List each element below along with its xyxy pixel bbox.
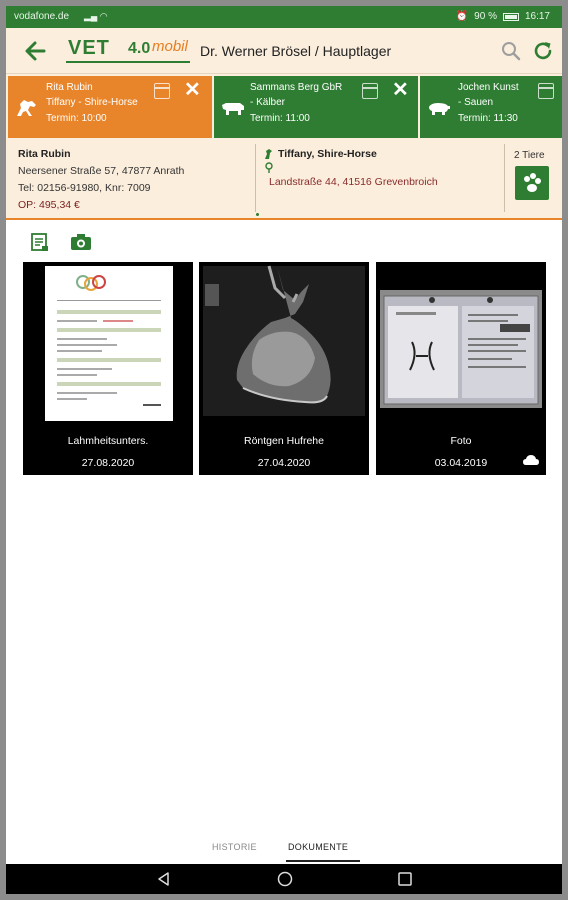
patient-info-panel xyxy=(6,138,562,220)
document-title: Lahmheitsunters. xyxy=(67,435,149,447)
logo-vet-text: VET xyxy=(68,37,110,59)
appointment-owner: Jochen Kunst xyxy=(458,82,519,93)
animal-location[interactable]: Landstraße 44, 41516 Grevenbroich xyxy=(269,176,438,188)
search-icon[interactable] xyxy=(501,41,521,61)
paw-icon xyxy=(515,166,549,200)
documents-toolbar xyxy=(6,228,562,258)
appointment-tabs xyxy=(6,74,562,138)
document-card[interactable] xyxy=(376,262,546,475)
navigation-bar xyxy=(6,864,562,894)
document-thumbnail xyxy=(23,262,193,425)
nav-home-icon[interactable] xyxy=(277,871,293,887)
refresh-icon[interactable] xyxy=(532,40,554,62)
appointment-time: Termin: 11:00 xyxy=(250,113,310,124)
owner-open-balance: OP: 495,34 € xyxy=(18,199,80,211)
page-title: Dr. Werner Brösel / Hauptlager xyxy=(200,43,392,59)
owner-address: Neersener Straße 57, 47877 Anrath xyxy=(18,165,185,177)
appointment-tab-sammans-berg[interactable] xyxy=(214,76,418,138)
vet-logo xyxy=(66,36,192,66)
appointment-tab-rita-rubin[interactable] xyxy=(8,76,212,138)
horse-small-icon xyxy=(264,148,274,160)
tab-historie[interactable]: HISTORIE xyxy=(212,842,257,852)
owner-name: Rita Rubin xyxy=(18,148,71,160)
appointment-animal: - Sauen xyxy=(458,97,494,108)
animal-name[interactable]: Tiffany, Shire-Horse xyxy=(278,148,377,160)
camera-icon[interactable] xyxy=(70,233,92,251)
clock: 16:17 xyxy=(524,11,550,22)
appointment-time: Termin: 11:30 xyxy=(458,113,518,124)
document-title: Röntgen Hufrehe xyxy=(244,435,324,447)
appointment-owner: Rita Rubin xyxy=(46,82,93,93)
logo-underline xyxy=(66,61,190,63)
calendar-icon[interactable] xyxy=(154,83,170,99)
status-right xyxy=(456,11,550,22)
appointment-owner: Sammans Berg GbR xyxy=(250,82,343,93)
animals-count: 2 Tiere xyxy=(514,150,545,161)
appointment-time: Termin: 10:00 xyxy=(46,113,107,124)
status-bar xyxy=(6,6,562,28)
back-arrow-icon[interactable] xyxy=(22,38,48,64)
signal-icon: ▂▄ ◠ xyxy=(84,11,108,21)
close-icon[interactable]: ✕ xyxy=(184,79,201,101)
app-frame xyxy=(6,6,562,894)
document-date: 27.08.2020 xyxy=(81,457,135,469)
close-icon[interactable]: ✕ xyxy=(392,79,409,101)
divider xyxy=(504,144,505,212)
logo-mobil-text: mobil xyxy=(152,38,188,55)
appointment-animal: - Kälber xyxy=(250,97,286,108)
cow-icon xyxy=(220,98,246,118)
calendar-icon[interactable] xyxy=(362,83,378,99)
document-date: 03.04.2019 xyxy=(434,457,488,469)
pig-icon xyxy=(426,98,452,118)
tab-dokumente[interactable]: DOKUMENTE xyxy=(288,842,349,852)
document-thumbnail xyxy=(376,262,546,425)
alarm-icon: ⏰ xyxy=(455,11,469,22)
location-pin-icon xyxy=(264,162,274,174)
animals-button[interactable] xyxy=(515,166,549,200)
calendar-icon[interactable] xyxy=(538,83,554,99)
appointment-animal: Tiffany - Shire-Horse xyxy=(46,97,138,108)
carrier-label: vodafone.de xyxy=(14,11,70,22)
app-bar xyxy=(6,28,562,74)
document-card[interactable] xyxy=(23,262,193,475)
pager-dot xyxy=(256,213,259,216)
cloud-icon xyxy=(522,454,540,466)
logo-version-text: 4.0 xyxy=(128,40,151,57)
nav-recent-apps-icon[interactable] xyxy=(398,872,412,886)
document-title: Foto xyxy=(450,435,472,447)
divider xyxy=(255,144,256,212)
active-tab-indicator xyxy=(286,860,360,862)
document-thumbnail xyxy=(199,262,369,425)
appointment-tab-jochen-kunst[interactable] xyxy=(420,76,562,138)
owner-phone[interactable]: Tel: 02156-91980, Knr: 7009 xyxy=(18,182,151,194)
horse-icon xyxy=(14,98,40,118)
bottom-tabs xyxy=(6,834,562,864)
battery-icon xyxy=(503,13,519,21)
document-date: 27.04.2020 xyxy=(257,457,311,469)
battery-label: 90 % xyxy=(474,11,497,22)
scan-document-icon[interactable] xyxy=(30,232,50,252)
owner-details xyxy=(18,148,184,216)
nav-back-icon[interactable] xyxy=(156,871,172,887)
document-card[interactable] xyxy=(199,262,369,475)
